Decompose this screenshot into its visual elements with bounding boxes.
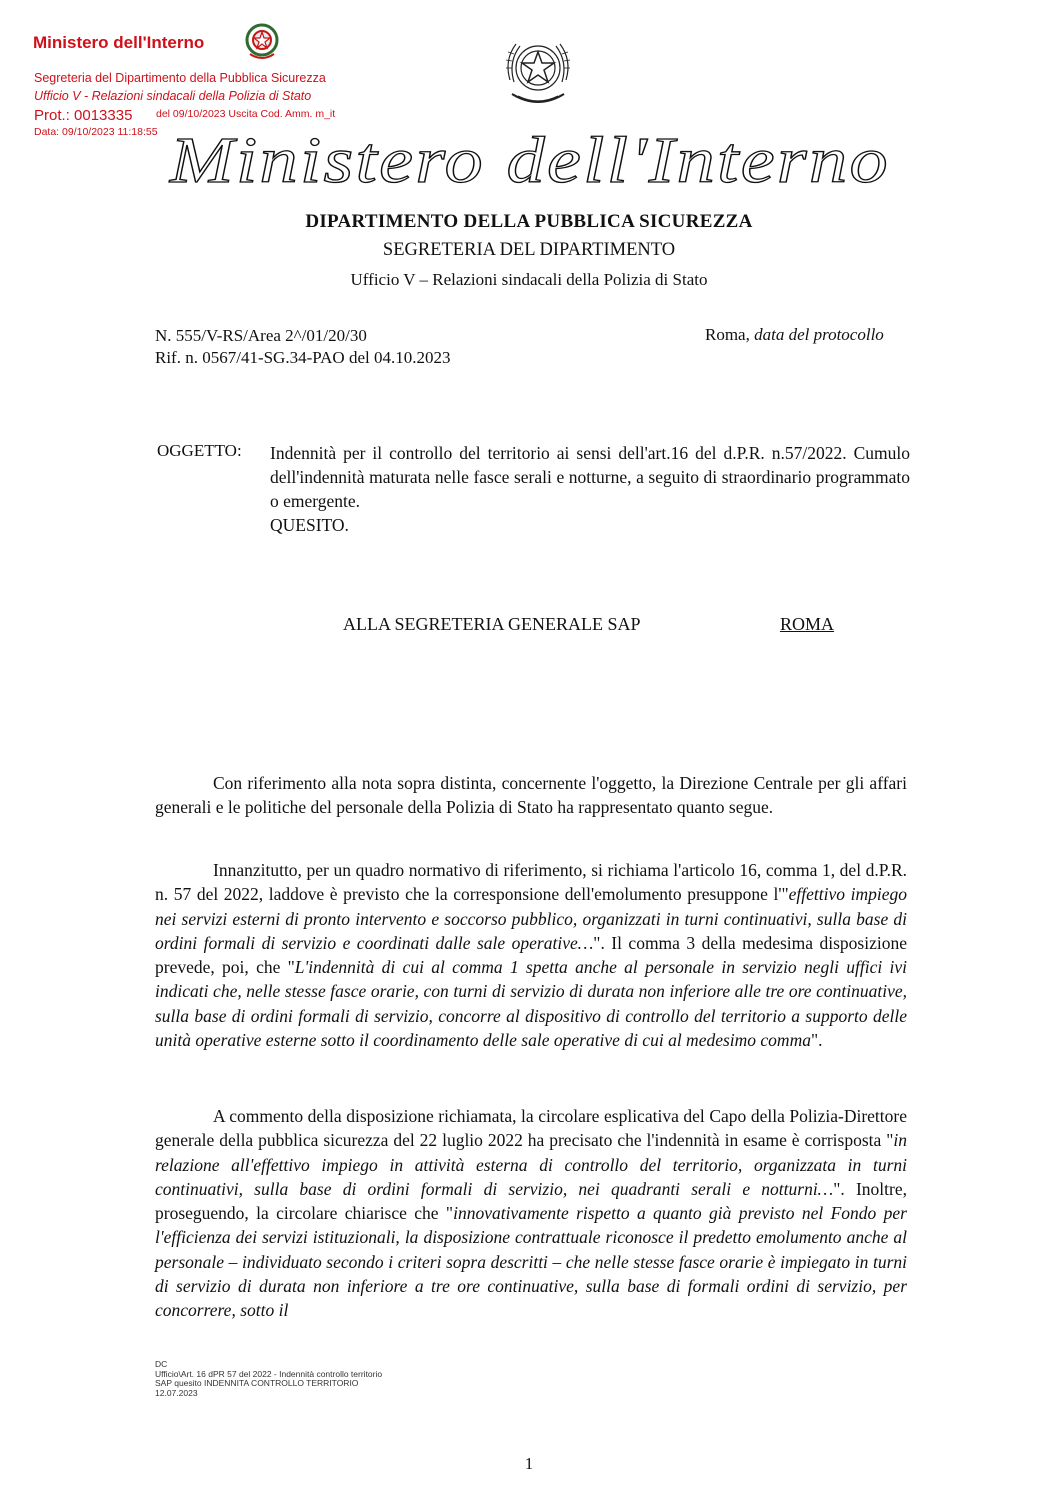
p3-quote-b: innovativamente rispetto a quanto già previsto nel Fondo per l'efficienza dei servizi istituzionali, la disposizione contrattuale riconosce il predetto emolumento anche al personale – individuato secondo i criteri sopra descritti – che nelle stesse fasce orarie è impiegato in turni di servizio di durata non inferiore a tre ore continuative, sulla base di formali ordini di servizio, per concorrere, sotto il — [155, 1203, 907, 1321]
place: Roma, — [705, 325, 755, 344]
stamp-title: Ministero dell'Interno — [33, 33, 205, 52]
stamp-protocol-number: Prot.: 0013335 — [34, 107, 133, 124]
addressee-city: ROMA — [780, 614, 835, 634]
protocol-references — [155, 325, 450, 369]
subject-quesito: QUESITO. — [270, 515, 349, 535]
date-note: data del protocollo — [754, 325, 884, 344]
p2-text-c: ". — [810, 1030, 823, 1051]
office-heading: Ufficio V – Relazioni sindacali della Polizia di Stato — [350, 270, 708, 289]
paragraph-1: Con riferimento alla nota sopra distinta, concernente l'oggetto, la Direzione Centrale per gli affari generali e le politiche del personale della Polizia di Stato ha rappresentato quanto segue. — [155, 773, 907, 818]
place-date — [705, 325, 884, 345]
p3-text-b: ". Inoltre, proseguendo, la circolare chiarisce che " — [155, 1178, 907, 1224]
stamp-date: Data: 09/10/2023 11:18:55 — [34, 126, 158, 138]
department-heading: DIPARTIMENTO DELLA PUBBLICA SICUREZZA — [305, 211, 753, 232]
secretariat-heading: SEGRETERIA DEL DIPARTIMENTO — [382, 240, 676, 260]
stamp-protocol-detail: del 09/10/2023 Uscita Cod. Amm. m_it — [156, 108, 336, 120]
italian-republic-emblem-icon — [498, 30, 578, 112]
footer-date: 12.07.2023 — [155, 1387, 198, 1398]
subject-label: OGGETTO: — [157, 441, 242, 460]
subject-body: Indennità per il controllo del territorio ai sensi dell'art.16 del d.P.R. n.57/2022. Cumulo dell'indennità maturata nelle fasce serali e notturne, a seguito di straordinario programmato o emergente. — [270, 443, 910, 511]
footer-filename: SAP quesito INDENNITA CONTROLLO TERRITORIO — [155, 1378, 359, 1388]
page-number: 1 — [524, 1454, 534, 1473]
emblem-small-icon — [240, 20, 284, 64]
footer-initials: DC — [155, 1359, 168, 1369]
file-footer — [155, 1360, 382, 1398]
paragraph-2 — [155, 858, 907, 1052]
p3-quote-a: in relazione all'effettivo impiego in attività esterna di controllo del territorio, organizzata in turni continuativi, sulla base di ordini formali di servizio, nei quadranti serali e notturni… — [155, 1130, 907, 1199]
p2-quote-b: L'indennità di cui al comma 1 spetta anche al personale in servizio negli uffici ivi indicati che, nelle stesse fasce orarie, con turni di servizio di durata non inferiore alle tre ore continuative, sulla base di ordini formali di servizio, concorre al dispositivo di controllo del territorio a supporto delle unità operative esterne sotto il coordinamento delle sale operative di cui al medesimo comma — [155, 957, 907, 1051]
p2-text-b: ". Il comma 3 della medesima disposizione prevede, poi, che " — [155, 932, 907, 978]
reference-number: Rif. n. 0567/41-SG.34-PAO del 04.10.2023 — [155, 348, 451, 367]
paragraph-3 — [155, 1104, 907, 1323]
p2-quote-a: effettivo impiego nei servizi esterni di pronto intervento e soccorso pubblico, organizzati in turni continuativi, sulla base di ordini formali di servizio e coordinati dalle sale operative… — [155, 884, 907, 953]
svg-text:Ministero dell'Interno: Ministero dell'Interno — [168, 124, 890, 197]
addressee: ALLA SEGRETERIA GENERALE SAP — [343, 614, 641, 634]
stamp-unit-line: Ufficio V - Relazioni sindacali della Polizia di Stato — [34, 89, 312, 103]
subject-text — [270, 441, 910, 537]
stamp-office-line: Segreteria del Dipartimento della Pubblica Sicurezza — [34, 71, 326, 85]
protocol-number: N. 555/V-RS/Area 2^/01/20/30 — [155, 326, 367, 345]
p2-text-a: Innanzitutto, per un quadro normativo di riferimento, si richiama l'articolo 16, comma 1, del d.P.R. n. 57 del 2022, laddove è previsto che la corresponsione dell'emolumento presuppone l'" — [155, 860, 907, 905]
ministry-script-title — [160, 120, 900, 202]
p3-text-a: A commento della disposizione richiamata, la circolare esplicativa del Capo della Polizia-Direttore generale della pubblica sicurezza del 22 luglio 2022 ha precisato che l'indennità in esame è corrisposta " — [155, 1106, 907, 1151]
footer-path: Ufficio\Art. 16 dPR 57 del 2022 - Indennità controllo territorio — [155, 1368, 383, 1379]
